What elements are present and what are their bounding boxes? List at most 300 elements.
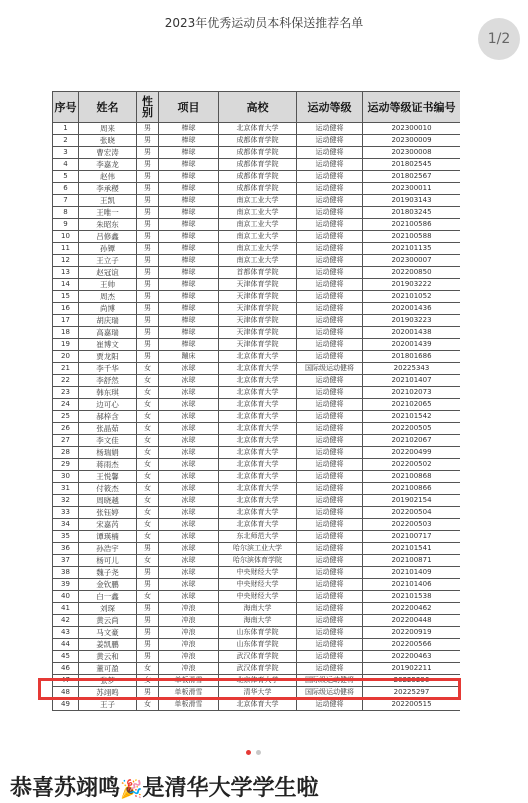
cell-name: 蒋雨杰	[79, 459, 137, 471]
cell-gender: 女	[137, 459, 159, 471]
cell-level: 运动健将	[297, 435, 363, 447]
cell-serial: 31	[53, 483, 79, 495]
cell-level: 运动健将	[297, 639, 363, 651]
cell-level: 运动健将	[297, 459, 363, 471]
cell-serial: 35	[53, 531, 79, 543]
table-row	[53, 579, 461, 591]
cell-level: 运动健将	[297, 375, 363, 387]
table-row	[53, 363, 461, 375]
cell-gender: 女	[137, 411, 159, 423]
table-row	[53, 411, 461, 423]
cell-university: 哈尔滨体育学院	[219, 555, 297, 567]
cell-name: 姜凯鹏	[79, 639, 137, 651]
cell-sport: 冰球	[159, 363, 219, 375]
cell-gender: 男	[137, 207, 159, 219]
cell-sport: 冰球	[159, 543, 219, 555]
cell-name: 郝梓含	[79, 411, 137, 423]
cell-university: 南京工业大学	[219, 255, 297, 267]
table-row	[53, 519, 461, 531]
cell-gender: 男	[137, 183, 159, 195]
cell-level: 运动健将	[297, 411, 363, 423]
cell-level: 运动健将	[297, 267, 363, 279]
header-level: 运动等级	[297, 92, 363, 123]
cell-serial: 39	[53, 579, 79, 591]
cell-certificate: 202200463	[363, 651, 461, 663]
cell-name: 边可心	[79, 399, 137, 411]
cell-certificate: 202100717	[363, 531, 461, 543]
cell-serial: 22	[53, 375, 79, 387]
page-indicator[interactable]: 1/2	[478, 18, 520, 60]
cell-university: 首都体育学院	[219, 267, 297, 279]
cell-serial: 25	[53, 411, 79, 423]
cell-certificate: 202102065	[363, 399, 461, 411]
cell-name: 董可盈	[79, 663, 137, 675]
page-dot-active[interactable]	[246, 750, 251, 755]
cell-name: 周杰	[79, 291, 137, 303]
table-row	[53, 639, 461, 651]
cell-serial: 9	[53, 219, 79, 231]
cell-level: 运动健将	[297, 159, 363, 171]
party-popper-icon: 🎉	[120, 779, 143, 800]
cell-name: 黄云和	[79, 651, 137, 663]
cell-certificate: 202300010	[363, 123, 461, 135]
cell-sport: 冰球	[159, 591, 219, 603]
cell-sport: 冲浪	[159, 651, 219, 663]
cell-university: 武汉体育学院	[219, 663, 297, 675]
cell-sport: 棒球	[159, 279, 219, 291]
cell-name: 张钰婷	[79, 507, 137, 519]
table-row	[53, 699, 461, 711]
cell-gender: 男	[137, 603, 159, 615]
cell-level: 运动健将	[297, 555, 363, 567]
cell-level: 运动健将	[297, 255, 363, 267]
cell-gender: 男	[137, 279, 159, 291]
table-row	[53, 219, 461, 231]
cell-name: 王帅	[79, 279, 137, 291]
cell-name: 赵冠谊	[79, 267, 137, 279]
cell-level: 运动健将	[297, 603, 363, 615]
cell-name: 魏子尧	[79, 567, 137, 579]
cell-university: 天津体育学院	[219, 291, 297, 303]
table-row	[53, 279, 461, 291]
cell-gender: 女	[137, 483, 159, 495]
cell-gender: 女	[137, 435, 159, 447]
highlight-box	[38, 678, 461, 700]
cell-university: 中央财经大学	[219, 591, 297, 603]
table-row	[53, 123, 461, 135]
cell-serial: 45	[53, 651, 79, 663]
cell-certificate: 202200566	[363, 639, 461, 651]
cell-certificate: 202101409	[363, 567, 461, 579]
cell-serial: 47	[53, 675, 79, 687]
table-row	[53, 375, 461, 387]
table-row	[53, 231, 461, 243]
cell-level: 运动健将	[297, 315, 363, 327]
cell-certificate: 202100871	[363, 555, 461, 567]
cell-sport: 棒球	[159, 135, 219, 147]
cell-certificate: 201903143	[363, 195, 461, 207]
cell-gender: 女	[137, 387, 159, 399]
cell-serial: 2	[53, 135, 79, 147]
cell-name: 李文佳	[79, 435, 137, 447]
cell-gender: 男	[137, 303, 159, 315]
cell-university: 山东体育学院	[219, 639, 297, 651]
cell-university: 海南大学	[219, 615, 297, 627]
cell-sport: 棒球	[159, 207, 219, 219]
cell-sport: 冰球	[159, 555, 219, 567]
cell-certificate: 202100586	[363, 219, 461, 231]
cell-gender: 女	[137, 507, 159, 519]
cell-level: 运动健将	[297, 207, 363, 219]
cell-name: 李舒然	[79, 375, 137, 387]
cell-serial: 49	[53, 699, 79, 711]
table-row	[53, 447, 461, 459]
cell-university: 北京体育大学	[219, 507, 297, 519]
cell-university: 清华大学	[219, 687, 297, 699]
table-header-row	[53, 92, 461, 123]
header-sport: 项目	[159, 92, 219, 123]
cell-serial: 40	[53, 591, 79, 603]
cell-name: 崔博文	[79, 339, 137, 351]
cell-name: 张晶茹	[79, 423, 137, 435]
cell-name: 杨可儿	[79, 555, 137, 567]
cell-university: 天津体育学院	[219, 315, 297, 327]
cell-name: 孙镡	[79, 243, 137, 255]
cell-serial: 21	[53, 363, 79, 375]
cell-university: 北京体育大学	[219, 387, 297, 399]
cell-gender: 男	[137, 123, 159, 135]
cell-sport: 冰球	[159, 459, 219, 471]
cell-university: 南京工业大学	[219, 231, 297, 243]
cell-certificate: 202001438	[363, 327, 461, 339]
cell-serial: 23	[53, 387, 79, 399]
cell-sport: 棒球	[159, 339, 219, 351]
cell-sport: 冰球	[159, 579, 219, 591]
cell-name: 金钦鹏	[79, 579, 137, 591]
cell-gender: 男	[137, 615, 159, 627]
cell-serial: 3	[53, 147, 79, 159]
cell-name: 马文豪	[79, 627, 137, 639]
cell-university: 中央财经大学	[219, 567, 297, 579]
cell-university: 山东体育学院	[219, 627, 297, 639]
cell-serial: 18	[53, 327, 79, 339]
cell-gender: 男	[137, 171, 159, 183]
cell-sport: 单板滑雪	[159, 699, 219, 711]
cell-university: 成都体育学院	[219, 135, 297, 147]
cell-certificate: 202102073	[363, 387, 461, 399]
document-title: 2023年优秀运动员本科保送推荐名单	[164, 16, 364, 30]
cell-gender: 男	[137, 195, 159, 207]
cell-serial: 4	[53, 159, 79, 171]
cell-level: 运动健将	[297, 135, 363, 147]
cell-level: 运动健将	[297, 303, 363, 315]
cell-gender: 男	[137, 231, 159, 243]
cell-level: 运动健将	[297, 699, 363, 711]
cell-university: 南京工业大学	[219, 219, 297, 231]
cell-certificate: 202300009	[363, 135, 461, 147]
table-row	[53, 423, 461, 435]
cell-gender: 女	[137, 399, 159, 411]
table-row	[53, 147, 461, 159]
cell-level: 运动健将	[297, 171, 363, 183]
cell-university: 南京工业大学	[219, 195, 297, 207]
cell-name: 高嘉瑞	[79, 327, 137, 339]
cell-level: 运动健将	[297, 327, 363, 339]
cell-sport: 冲浪	[159, 639, 219, 651]
cell-name: 李承稷	[79, 183, 137, 195]
cell-name: 周晓越	[79, 495, 137, 507]
cell-certificate: 202101052	[363, 291, 461, 303]
cell-sport: 棒球	[159, 147, 219, 159]
cell-serial: 27	[53, 435, 79, 447]
table-row	[53, 435, 461, 447]
cell-sport: 棒球	[159, 195, 219, 207]
cell-name: 杨瑞娟	[79, 447, 137, 459]
cell-level: 运动健将	[297, 519, 363, 531]
cell-sport: 冲浪	[159, 627, 219, 639]
cell-level: 运动健将	[297, 531, 363, 543]
cell-certificate: 202200504	[363, 507, 461, 519]
cell-gender: 男	[137, 315, 159, 327]
cell-university: 北京体育大学	[219, 699, 297, 711]
cell-university: 北京体育大学	[219, 519, 297, 531]
cell-name: 贾龙阳	[79, 351, 137, 363]
cell-university: 海南大学	[219, 603, 297, 615]
cell-certificate: 202200462	[363, 603, 461, 615]
cell-sport: 棒球	[159, 123, 219, 135]
cell-level: 运动健将	[297, 399, 363, 411]
cell-name: 李千华	[79, 363, 137, 375]
cell-sport: 冰球	[159, 447, 219, 459]
cell-name: 尚博	[79, 303, 137, 315]
cell-university: 北京体育大学	[219, 471, 297, 483]
cell-university: 成都体育学院	[219, 183, 297, 195]
cell-name: 赵伟	[79, 171, 137, 183]
cell-name: 谭瑛楠	[79, 531, 137, 543]
cell-sport: 棒球	[159, 255, 219, 267]
header-name: 姓名	[79, 92, 137, 123]
cell-name: 吕修鑫	[79, 231, 137, 243]
table-row	[53, 543, 461, 555]
cell-gender: 男	[137, 147, 159, 159]
cell-university: 天津体育学院	[219, 303, 297, 315]
cell-gender: 男	[137, 651, 159, 663]
cell-gender: 男	[137, 255, 159, 267]
cell-certificate: 202200505	[363, 423, 461, 435]
cell-certificate: 202100868	[363, 471, 461, 483]
cell-serial: 28	[53, 447, 79, 459]
cell-gender: 男	[137, 135, 159, 147]
cell-name: 孙浩宇	[79, 543, 137, 555]
cell-university: 北京体育大学	[219, 351, 297, 363]
cell-level: 运动健将	[297, 447, 363, 459]
cell-serial: 7	[53, 195, 79, 207]
cell-university: 北京体育大学	[219, 675, 297, 687]
cell-sport: 冲浪	[159, 603, 219, 615]
table-row	[53, 627, 461, 639]
post-caption	[10, 771, 318, 802]
cell-sport: 单板滑雪	[159, 675, 219, 687]
cell-serial: 33	[53, 507, 79, 519]
cell-name: 白一鑫	[79, 591, 137, 603]
cell-serial: 14	[53, 279, 79, 291]
cell-gender: 男	[137, 243, 159, 255]
cell-certificate: 201902154	[363, 495, 461, 507]
cell-certificate: 202200503	[363, 519, 461, 531]
cell-level: 运动健将	[297, 471, 363, 483]
cell-sport: 单板滑雪	[159, 687, 219, 699]
cell-level: 运动健将	[297, 495, 363, 507]
cell-certificate: 202001436	[363, 303, 461, 315]
cell-level: 运动健将	[297, 231, 363, 243]
cell-serial: 19	[53, 339, 79, 351]
cell-certificate: 202200448	[363, 615, 461, 627]
cell-university: 北京体育大学	[219, 123, 297, 135]
athlete-table-image[interactable]	[52, 91, 460, 713]
cell-level: 国际级运动健将	[297, 687, 363, 699]
cell-certificate: 202200515	[363, 699, 461, 711]
cell-certificate: 201801686	[363, 351, 461, 363]
cell-sport: 冰球	[159, 399, 219, 411]
cell-university: 北京体育大学	[219, 423, 297, 435]
cell-certificate: 201902211	[363, 663, 461, 675]
cell-level: 运动健将	[297, 291, 363, 303]
cell-certificate: 202101542	[363, 411, 461, 423]
cell-university: 成都体育学院	[219, 147, 297, 159]
table-row	[53, 387, 461, 399]
cell-sport: 冰球	[159, 567, 219, 579]
cell-name: 宋嘉芮	[79, 519, 137, 531]
table-row	[53, 195, 461, 207]
cell-gender: 女	[137, 363, 159, 375]
table-row	[53, 339, 461, 351]
cell-certificate: 202101135	[363, 243, 461, 255]
cell-serial: 41	[53, 603, 79, 615]
page-dot-inactive[interactable]	[256, 750, 261, 755]
cell-gender: 男	[137, 159, 159, 171]
table-row	[53, 291, 461, 303]
header-university: 高校	[219, 92, 297, 123]
cell-gender: 女	[137, 423, 159, 435]
cell-serial: 32	[53, 495, 79, 507]
cell-gender: 男	[137, 351, 159, 363]
cell-sport: 冰球	[159, 411, 219, 423]
cell-serial: 42	[53, 615, 79, 627]
cell-certificate: 202101538	[363, 591, 461, 603]
cell-certificate: 202300011	[363, 183, 461, 195]
cell-serial: 15	[53, 291, 79, 303]
cell-certificate: 20225343	[363, 363, 461, 375]
cell-level: 国际级运动健将	[297, 363, 363, 375]
cell-sport: 冰球	[159, 507, 219, 519]
cell-name: 付筱杰	[79, 483, 137, 495]
cell-university: 北京体育大学	[219, 411, 297, 423]
cell-gender: 男	[137, 567, 159, 579]
table-row	[53, 495, 461, 507]
cell-university: 哈尔滨工业大学	[219, 543, 297, 555]
table-row	[53, 471, 461, 483]
cell-gender: 女	[137, 699, 159, 711]
cell-certificate: 201903223	[363, 315, 461, 327]
cell-gender: 女	[137, 495, 159, 507]
table-row	[53, 531, 461, 543]
cell-gender: 女	[137, 531, 159, 543]
cell-certificate: 202101406	[363, 579, 461, 591]
caption-text-before: 恭喜苏翊鸣	[10, 776, 121, 801]
cell-certificate: 202300008	[363, 147, 461, 159]
cell-certificate: 202200502	[363, 459, 461, 471]
table-row	[53, 663, 461, 675]
cell-university: 北京体育大学	[219, 447, 297, 459]
cell-sport: 棒球	[159, 171, 219, 183]
cell-gender: 女	[137, 471, 159, 483]
cell-serial: 26	[53, 423, 79, 435]
table-row	[53, 243, 461, 255]
cell-serial: 43	[53, 627, 79, 639]
cell-certificate: 202200919	[363, 627, 461, 639]
cell-name: 王子	[79, 699, 137, 711]
table-row	[53, 603, 461, 615]
table-row	[53, 651, 461, 663]
cell-sport: 棒球	[159, 327, 219, 339]
cell-sport: 棒球	[159, 219, 219, 231]
cell-university: 北京体育大学	[219, 399, 297, 411]
cell-sport: 冰球	[159, 495, 219, 507]
cell-level: 国际级运动健将	[297, 675, 363, 687]
cell-certificate: 201802545	[363, 159, 461, 171]
cell-name: 王凯	[79, 195, 137, 207]
cell-level: 运动健将	[297, 663, 363, 675]
cell-sport: 冲浪	[159, 615, 219, 627]
cell-sport: 棒球	[159, 231, 219, 243]
cell-level: 运动健将	[297, 615, 363, 627]
cell-sport: 棒球	[159, 303, 219, 315]
cell-serial: 38	[53, 567, 79, 579]
cell-sport: 棒球	[159, 315, 219, 327]
cell-level: 运动健将	[297, 591, 363, 603]
table-row	[53, 135, 461, 147]
cell-gender: 男	[137, 267, 159, 279]
caption-text-after: 是清华大学学生啦	[142, 776, 319, 801]
cell-level: 运动健将	[297, 627, 363, 639]
table-row	[53, 459, 461, 471]
cell-serial: 6	[53, 183, 79, 195]
cell-certificate: 202102067	[363, 435, 461, 447]
cell-certificate: 202200499	[363, 447, 461, 459]
page-dots	[246, 750, 276, 758]
cell-sport: 冰球	[159, 471, 219, 483]
cell-gender: 女	[137, 675, 159, 687]
cell-certificate: 201903222	[363, 279, 461, 291]
cell-certificate: 202001439	[363, 339, 461, 351]
cell-serial: 24	[53, 399, 79, 411]
cell-level: 运动健将	[297, 651, 363, 663]
table-row	[53, 303, 461, 315]
cell-sport: 冰球	[159, 519, 219, 531]
cell-sport: 冲浪	[159, 663, 219, 675]
cell-certificate: 202100866	[363, 483, 461, 495]
cell-gender: 男	[137, 687, 159, 699]
cell-sport: 棒球	[159, 159, 219, 171]
cell-gender: 男	[137, 327, 159, 339]
cell-sport: 棒球	[159, 183, 219, 195]
athlete-table	[52, 91, 460, 711]
cell-university: 北京体育大学	[219, 459, 297, 471]
cell-gender: 女	[137, 555, 159, 567]
cell-university: 北京体育大学	[219, 435, 297, 447]
cell-certificate: 202101541	[363, 543, 461, 555]
cell-name: 张梦	[79, 675, 137, 687]
